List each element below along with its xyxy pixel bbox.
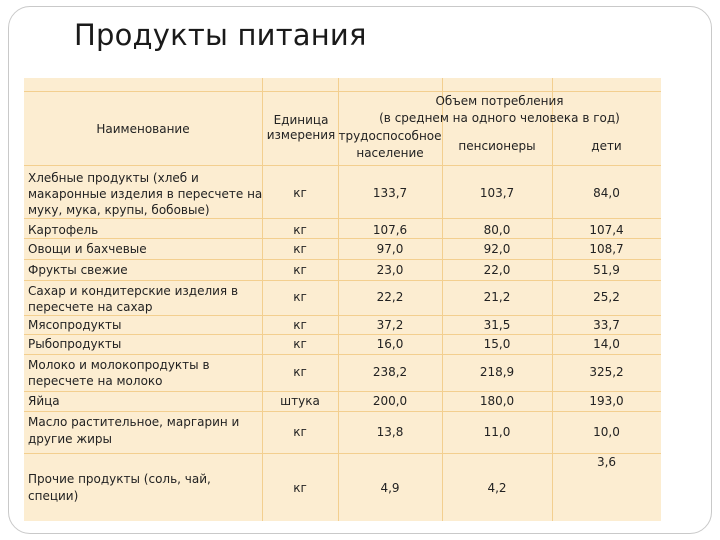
grid-line [24,218,661,219]
header-name: Наименование [96,122,190,136]
row-children: 25,2 [593,290,620,304]
row-children: 33,7 [593,318,620,332]
grid-line [24,453,661,454]
row-pensioners: 21,2 [483,290,511,304]
header-children: дети [591,139,622,153]
header-workers-line2: население [356,146,424,160]
row-pensioners: 15,0 [483,337,511,351]
row-unit: кг [293,365,307,379]
grid-line [24,238,661,239]
row-children: 107,4 [589,223,624,237]
row-name: Сахар и кондитерские изделия в пересчете на сахар [28,284,239,314]
row-workers: 200,0 [372,394,408,408]
row-name: Прочие продукты (соль, чай, специи) [28,472,211,503]
row-pensioners: 22,0 [483,263,511,277]
row-unit: кг [293,481,307,495]
grid-line [24,354,661,355]
header-unit-line1: Единица [273,113,329,127]
grid-line [24,280,661,281]
row-name: Фрукты свежие [28,263,128,277]
row-name: Картофель [28,223,99,237]
row-pensioners: 103,7 [479,186,515,200]
header-volume-line2: (в среднем на одного человека в год) [379,111,620,125]
row-workers: 22,2 [376,290,404,304]
grid-line [24,91,661,92]
header-workers-line1: трудоспособное [338,129,442,143]
row-name: Мясопродукты [28,318,122,332]
row-workers: 13,8 [376,425,404,439]
grid-line [24,391,661,392]
grid-line [24,411,661,412]
row-children: 193,0 [589,394,624,408]
row-name: Масло растительное, маргарин и другие жиры [28,415,240,446]
row-name: Яйца [28,394,60,408]
row-unit: штука [280,394,320,408]
header-volume-line1: Объем потребления [435,94,564,108]
row-unit: кг [293,337,307,351]
slide-title: Продукты питания [74,18,367,52]
row-workers: 23,0 [376,263,404,277]
grid-line [24,315,661,316]
row-unit: кг [293,425,307,439]
row-pensioners: 4,2 [487,481,507,495]
header-unit-line2: измерения [266,128,336,142]
row-pensioners: 11,0 [483,425,511,439]
row-pensioners: 80,0 [483,223,511,237]
row-pensioners: 180,0 [479,394,515,408]
row-pensioners: 218,9 [479,365,515,379]
row-pensioners: 31,5 [483,318,511,332]
row-workers: 16,0 [376,337,404,351]
row-name: Молоко и молокопродукты в пересчете на молоко [28,358,210,388]
row-unit: кг [293,242,307,256]
consumption-table [24,78,661,521]
row-workers: 107,6 [372,223,408,237]
row-children: 3,6 [596,455,617,469]
row-children: 51,9 [593,263,620,277]
grid-line [24,259,661,260]
row-children: 10,0 [593,425,620,439]
row-workers: 97,0 [376,242,404,256]
row-name: Рыбопродукты [28,337,122,351]
row-workers: 133,7 [372,186,408,200]
row-workers: 4,9 [380,481,400,495]
grid-line [24,165,661,166]
row-unit: кг [293,290,307,304]
row-unit: кг [293,223,307,237]
grid-line [24,334,661,335]
row-workers: 238,2 [372,365,408,379]
row-unit: кг [293,186,307,200]
row-name: Хлебные продукты (хлеб и макаронные изделия в пересчете на муку, мука, крупы, бобовые) [28,171,263,217]
row-unit: кг [293,263,307,277]
row-children: 14,0 [593,337,620,351]
row-pensioners: 92,0 [483,242,511,256]
row-unit: кг [293,318,307,332]
row-workers: 37,2 [376,318,404,332]
row-name: Овощи и бахчевые [28,242,147,256]
row-children: 108,7 [589,242,624,256]
row-children: 84,0 [593,186,620,200]
header-pensioners: пенсионеры [458,139,536,153]
row-children: 325,2 [589,365,624,379]
